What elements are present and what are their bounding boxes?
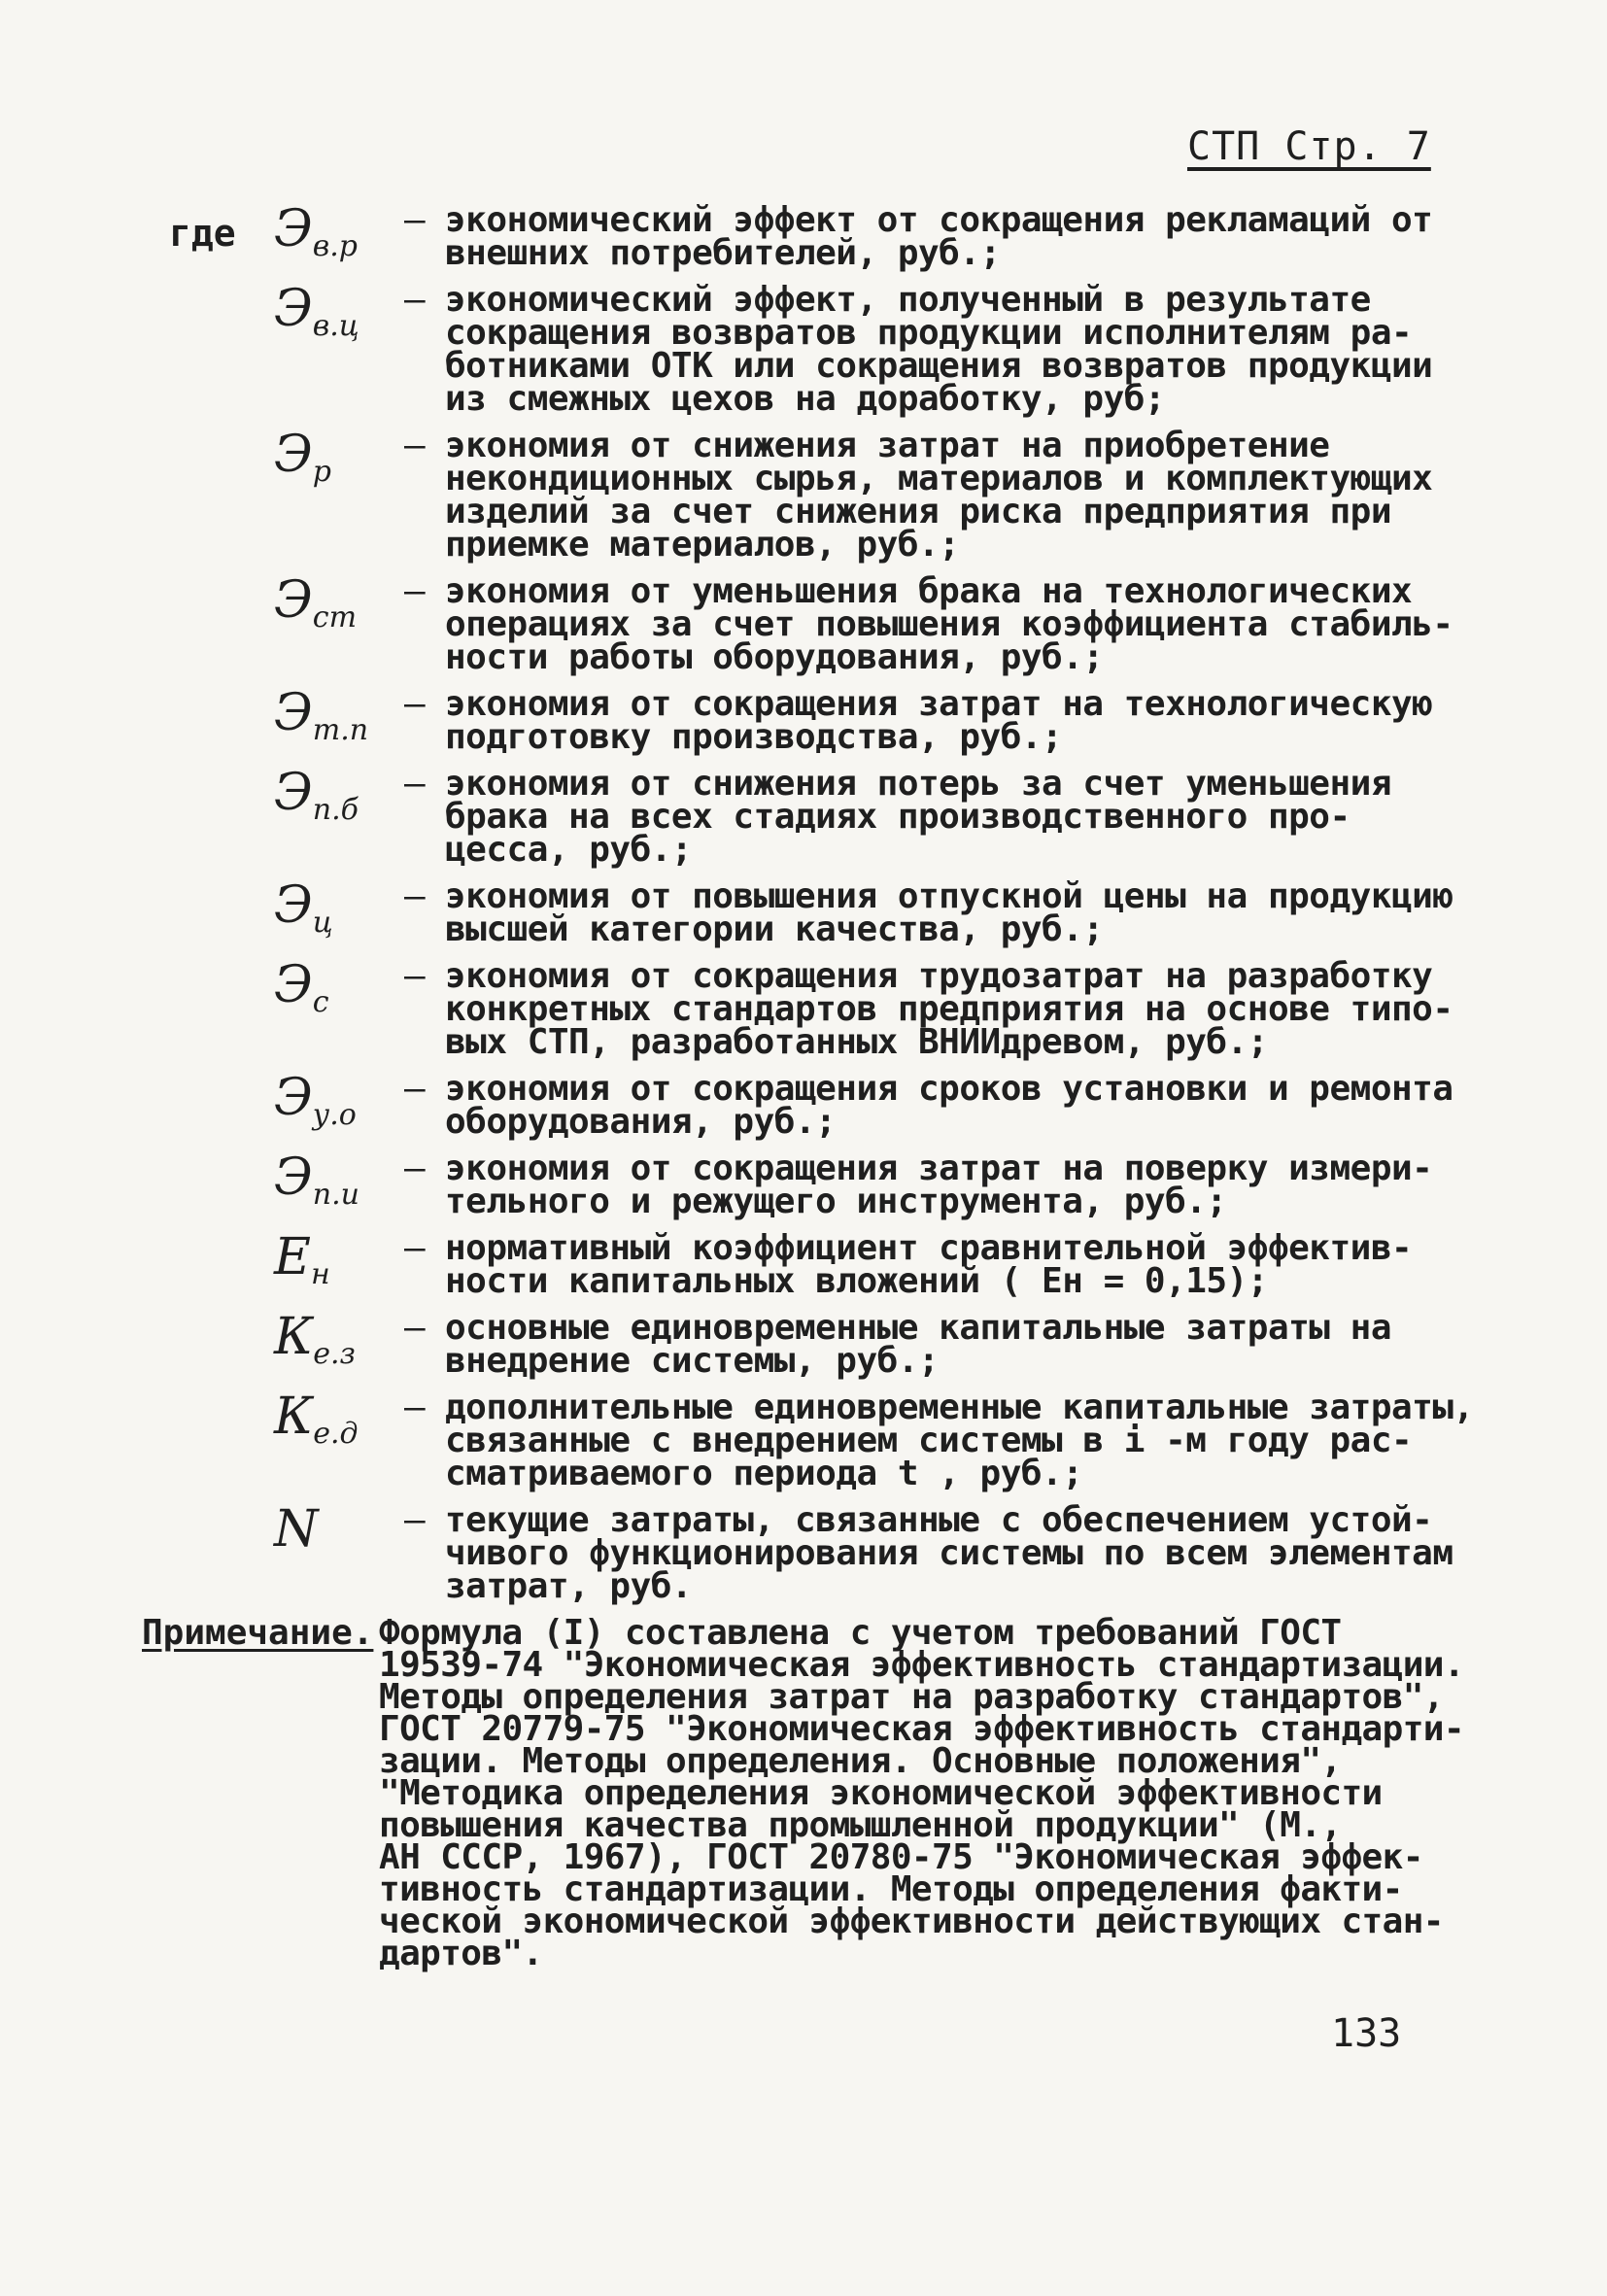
definition-line: ности капитальных вложений ( Eн = 0,15); — [445, 1261, 1268, 1301]
definition-line: конкретных стандартов предприятия на основе типо- — [445, 989, 1453, 1029]
definition-dash: – — [404, 1308, 426, 1348]
definition-symbol — [274, 1308, 400, 1371]
definition-dash: – — [404, 1500, 426, 1540]
symbol-subscript: н — [310, 1257, 330, 1291]
definition-dash: – — [404, 426, 426, 465]
definition-item — [0, 1069, 1607, 1142]
definition-text — [445, 1500, 1453, 1606]
definition-text — [445, 1228, 1426, 1301]
definition-item — [0, 956, 1607, 1062]
definition-symbol — [274, 956, 400, 1019]
symbol-main: Э — [274, 571, 313, 630]
note-line: тивность стандартизации. Методы определения факти- — [379, 1869, 1403, 1909]
definition-symbol — [274, 280, 400, 343]
note-block — [142, 1613, 1464, 1973]
definition-symbol — [274, 876, 400, 940]
definition-text — [445, 1388, 1474, 1493]
definition-symbol — [274, 571, 400, 634]
symbol-subscript: п.б — [312, 793, 359, 827]
definition-text — [445, 956, 1453, 1062]
definition-line: экономический эффект, полученный в результате — [445, 280, 1371, 320]
symbol-subscript: е.д — [313, 1417, 359, 1451]
definition-dash: – — [404, 280, 426, 320]
definition-line: экономия от сокращения затрат на поверку измери- — [445, 1148, 1433, 1188]
definition-line: связанные с внедрением системы в i -м году рас- — [445, 1421, 1413, 1460]
symbol-subscript: ст — [312, 600, 358, 634]
definition-line: некондиционных сырья, материалов и комплектующих — [445, 459, 1433, 498]
definition-line: оборудования, руб.; — [445, 1102, 837, 1142]
definition-text — [445, 1148, 1433, 1221]
definition-line: брака на всех стадиях производственного про- — [445, 797, 1351, 837]
where-label: где — [169, 212, 236, 255]
definition-item — [0, 764, 1607, 870]
definition-text — [445, 280, 1433, 419]
symbol-subscript: р — [312, 455, 332, 489]
definition-item — [0, 1388, 1607, 1493]
definition-line: операциях за счет повышения коэффициента стабиль- — [445, 604, 1453, 644]
definition-line: ботниками ОТК или сокращения возвратов продукции — [445, 346, 1433, 386]
note-line: АН СССР, 1967), ГОСТ 20780-75 "Экономическая эффек- — [379, 1837, 1423, 1877]
symbol-main: N — [274, 1500, 319, 1559]
note-text — [379, 1613, 1464, 1973]
definition-line: ности работы оборудования, руб.; — [445, 637, 1104, 677]
note-line: дартов". — [379, 1934, 543, 1973]
symbol-main: Э — [274, 876, 313, 935]
symbol-subscript: е.з — [313, 1337, 356, 1371]
symbol-main: Э — [274, 426, 313, 484]
note-line: Методы определения затрат на разработку стандартов", — [379, 1677, 1444, 1717]
definition-symbol — [274, 684, 400, 747]
symbol-main: Э — [274, 280, 313, 338]
definition-item — [0, 876, 1607, 949]
definition-item — [0, 1148, 1607, 1221]
definition-item — [0, 684, 1607, 757]
definition-item — [0, 1228, 1607, 1301]
definition-line: экономия от снижения потерь за счет уменьшения — [445, 764, 1391, 804]
definition-text — [445, 764, 1426, 870]
definition-line: подготовку производства, руб.; — [445, 717, 1063, 757]
symbol-subscript: п.и — [312, 1178, 359, 1212]
definition-symbol — [274, 764, 400, 827]
symbol-main: Э — [274, 200, 313, 258]
definition-dash: – — [404, 684, 426, 724]
definition-line: экономия от сокращения сроков установки и ремонта — [445, 1069, 1453, 1109]
symbol-main: Э — [274, 956, 313, 1014]
definition-line: сокращения возвратов продукции исполнителям ра- — [445, 313, 1413, 353]
definition-line: внедрение системы, руб.; — [445, 1341, 940, 1381]
symbol-main: Е — [274, 1228, 311, 1286]
definition-item — [0, 1500, 1607, 1606]
definition-item — [0, 571, 1607, 677]
symbol-subscript: в.ц — [312, 309, 359, 343]
definition-item — [0, 426, 1607, 565]
symbol-main: Э — [274, 1148, 313, 1207]
symbol-main: Э — [274, 764, 313, 822]
page-number: 133 — [1331, 2011, 1402, 2056]
definition-item — [0, 1308, 1607, 1381]
definition-line: высшей категории качества, руб.; — [445, 909, 1104, 949]
note-line: "Методика определения экономической эффективности — [379, 1773, 1383, 1813]
definition-text — [445, 426, 1433, 565]
definition-symbol — [274, 1069, 400, 1132]
definition-line: экономия от сокращения затрат на технологическую — [445, 684, 1433, 724]
definition-line: внешних потребителей, руб.; — [445, 233, 1001, 273]
definition-line: чивого функционирования системы по всем элементам — [445, 1533, 1453, 1573]
definition-item — [0, 280, 1607, 419]
definition-line: экономия от сокращения трудозатрат на разработку — [445, 956, 1433, 996]
definition-dash: – — [404, 1228, 426, 1268]
definition-line: дополнительные единовременные капитальные затраты, — [445, 1388, 1474, 1427]
symbol-subscript: в.р — [312, 229, 358, 263]
definition-text — [445, 571, 1453, 677]
definition-dash: – — [404, 1069, 426, 1109]
note-line: повышения качества промышленной продукции" (М., — [379, 1805, 1342, 1845]
definition-line: сматриваемого периода t , руб.; — [445, 1454, 1083, 1493]
definition-text — [445, 876, 1453, 949]
definition-line: нормативный коэффициент сравнительной эффектив- — [445, 1228, 1413, 1268]
definition-dash: – — [404, 876, 426, 916]
definition-line: основные единовременные капитальные затраты на — [445, 1308, 1391, 1348]
definition-line: экономия от повышения отпускной цены на продукцию — [445, 876, 1453, 916]
definition-line: из смежных цехов на доработку, руб; — [445, 379, 1166, 419]
note-line: 19539-74 "Экономическая эффективность стандартизации. — [379, 1645, 1464, 1685]
note-line: ческой экономической эффективности действующих стан- — [379, 1902, 1444, 1941]
definition-symbol — [274, 1148, 400, 1212]
definition-line: текущие затраты, связанные с обеспечением устой- — [445, 1500, 1433, 1540]
definition-line: приемке материалов, руб.; — [445, 525, 960, 565]
symbol-subscript: у.о — [312, 1098, 357, 1132]
symbol-main: К — [274, 1308, 314, 1366]
definition-line: изделий за счет снижения риска предприятия при — [445, 492, 1391, 531]
note-line: Формула (I) составлена с учетом требований ГОСТ — [379, 1613, 1342, 1653]
definition-symbol — [274, 1388, 400, 1451]
symbol-main: Э — [274, 684, 313, 742]
symbol-main: К — [274, 1388, 314, 1446]
symbol-main: Э — [274, 1069, 313, 1127]
definition-item — [0, 200, 1607, 273]
symbol-subscript: т.п — [312, 713, 369, 747]
note-line: зации. Методы определения. Основные положения", — [379, 1741, 1342, 1781]
definition-dash: – — [404, 764, 426, 804]
definition-dash: – — [404, 1388, 426, 1427]
definition-line: цесса, руб.; — [445, 830, 693, 870]
definition-dash: – — [404, 571, 426, 611]
definition-text — [445, 1069, 1453, 1142]
definition-text — [445, 684, 1433, 757]
definition-line: экономия от уменьшения брака на технологических — [445, 571, 1413, 611]
definition-dash: – — [404, 200, 426, 240]
page-header: СТП Стр. 7 — [1187, 124, 1431, 169]
definition-dash: – — [404, 1148, 426, 1188]
definition-symbol — [274, 426, 400, 489]
definition-line: вых СТП, разработанных ВНИИдревом, руб.; — [445, 1022, 1268, 1062]
definition-line: затрат, руб. — [445, 1566, 693, 1606]
symbol-subscript: с — [312, 985, 329, 1019]
definitions-list — [0, 200, 1607, 1617]
note-label: Примечание. — [142, 1613, 374, 1653]
note-line: ГОСТ 20779-75 "Экономическая эффективность стандарти- — [379, 1709, 1464, 1749]
definition-symbol — [274, 200, 400, 263]
definition-line: тельного и режущего инструмента, руб.; — [445, 1182, 1227, 1221]
definition-text — [445, 1308, 1426, 1381]
symbol-subscript: ц — [312, 906, 333, 940]
definition-symbol — [274, 1228, 400, 1291]
definition-line: экономический эффект от сокращения рекламаций от — [445, 200, 1433, 240]
definition-line: экономия от снижения затрат на приобретение — [445, 426, 1330, 465]
definition-text — [445, 200, 1433, 273]
definition-dash: – — [404, 956, 426, 996]
definition-symbol — [274, 1500, 400, 1563]
